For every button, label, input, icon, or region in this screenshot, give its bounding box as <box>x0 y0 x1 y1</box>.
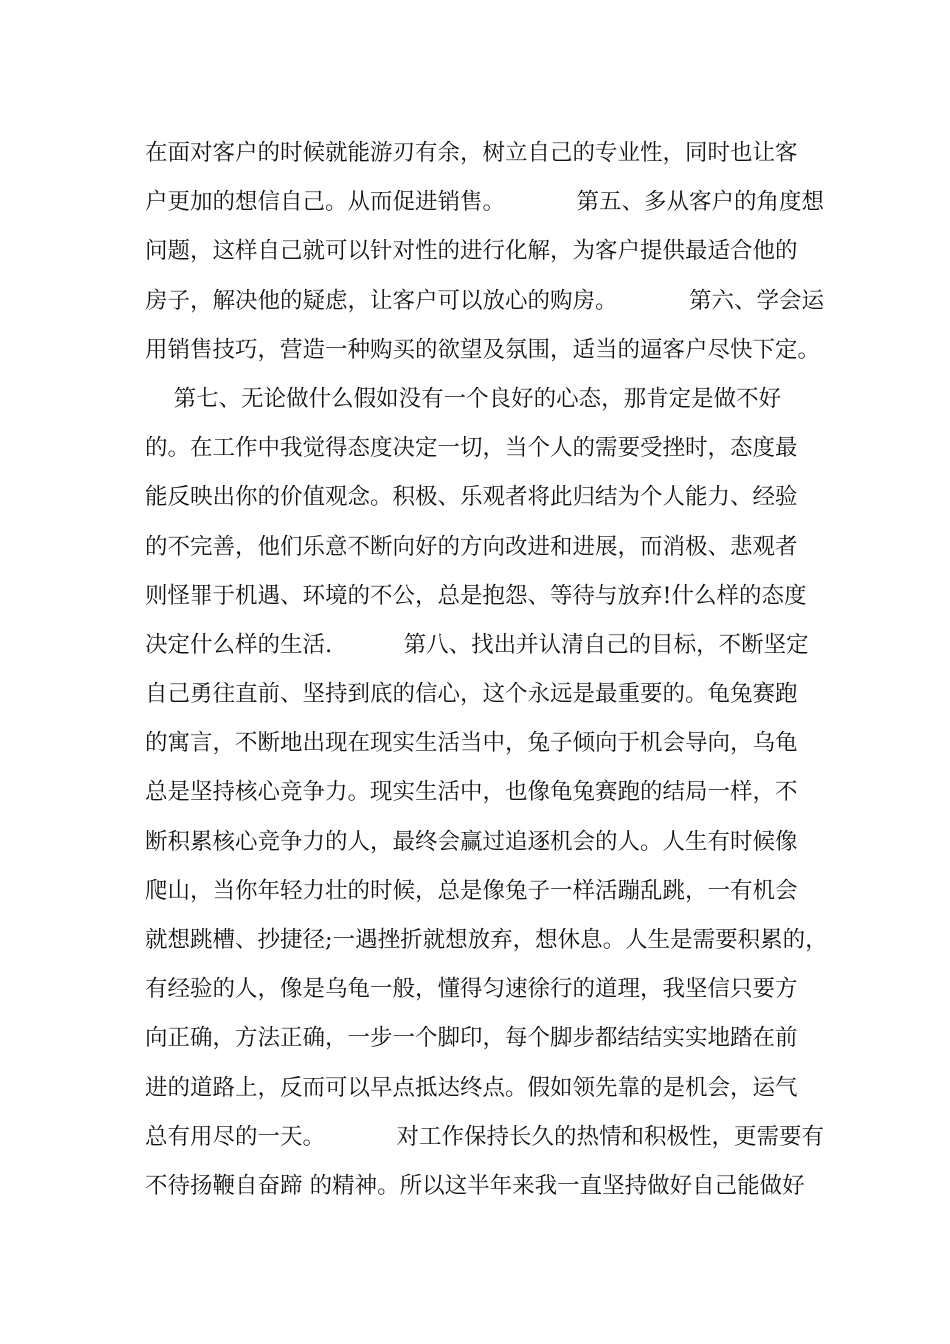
text-line: 向正确，方法正确，一步一个脚印，每个脚步都结结实实地踏在前 <box>145 1025 798 1052</box>
text-line: 决定什么样的生活. 第八、找出并认清自己的目标，不断坚定 <box>145 631 809 658</box>
text-line: 能反映出你的价值观念。积极、乐观者将此归结为个人能力、经验 <box>145 484 798 511</box>
text-line: 的。在工作中我觉得态度决定一切，当个人的需要受挫时，态度最 <box>145 435 798 462</box>
text-line: 在面对客户的时候就能游刃有余，树立自己的专业性，同时也让客 <box>145 140 798 166</box>
text-line: 房子，解决他的疑虑，让客户可以放心的购房。 第六、学会运 <box>145 287 825 314</box>
text-line: 就想跳槽、抄捷径;一遇挫折就想放弃，想休息。人生是需要积累的， <box>145 927 828 953</box>
text-line: 总是坚持核心竞争力。现实生活中，也像龟兔赛跑的结局一样，不 <box>145 779 798 806</box>
text-line: 进的道路上，反而可以早点抵达终点。假如领先靠的是机会，运气 <box>145 1074 798 1101</box>
text-line: 问题，这样自己就可以针对性的进行化解，为客户提供最适合他的 <box>145 238 798 265</box>
text-line: 的不完善，他们乐意不断向好的方向改进和进展，而消极、悲观者 <box>145 533 798 560</box>
text-line: 自己勇往直前、坚持到底的信心，这个永远是最重要的。龟兔赛跑 <box>145 681 798 708</box>
text-line: 总有用尽的一天。 对工作保持长久的热情和积极性，更需要有 <box>145 1123 825 1150</box>
text-line: 断积累核心竞争力的人，最终会赢过追逐机会的人。人生有时候像 <box>145 828 798 855</box>
text-line: 用销售技巧，营造一种购买的欲望及氛围，适当的逼客户尽快下定。 <box>145 336 821 363</box>
text-line: 的寓言，不断地出现在现实生活当中，兔子倾向于机会导向，乌龟 <box>145 730 798 757</box>
text-line: 户更加的想信自己。从而促进销售。 第五、多从客户的角度想 <box>145 189 825 216</box>
text-line: 爬山，当你年轻力壮的时候，总是像兔子一样活蹦乱跳，一有机会 <box>145 877 798 904</box>
text-line: 有经验的人，像是乌龟一般，懂得匀速徐行的道理，我坚信只要方 <box>145 976 798 1003</box>
body-text <box>145 129 835 1211</box>
text-line: 不待扬鞭自奋蹄 的精神。所以这半年来我一直坚持做好自己能做好 <box>145 1172 805 1199</box>
text-line: 第七、无论做什么假如没有一个良好的心态，那肯定是做不好 <box>145 385 782 412</box>
text-line: 则怪罪于机遇、环境的不公，总是抱怨、等待与放弃!什么样的态度 <box>145 582 807 609</box>
